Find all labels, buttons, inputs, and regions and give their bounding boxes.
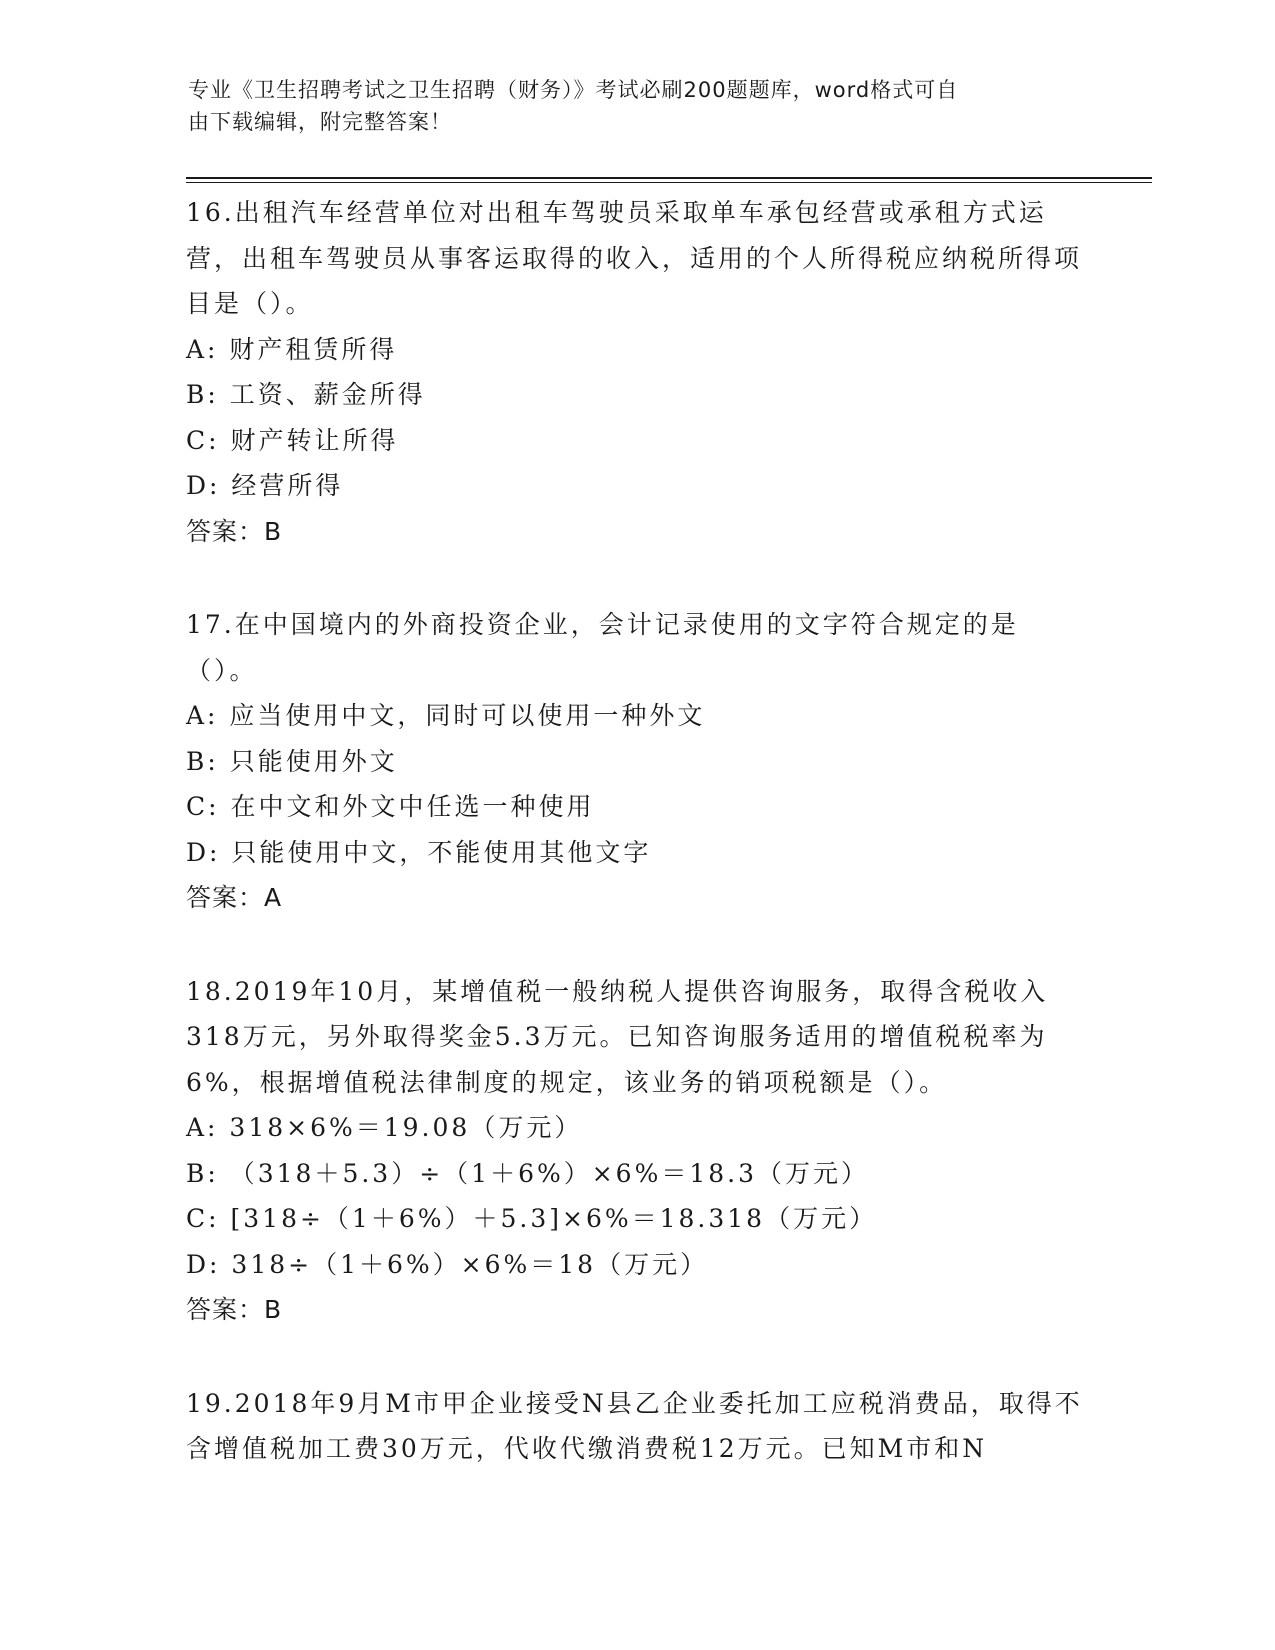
option-d: D: 经营所得 [186,471,344,500]
option-a: A: 应当使用中文，同时可以使用一种外文 [186,701,706,730]
option-c: C: 财产转让所得 [186,425,399,455]
question-stem: 18.2019年10月，某增值税一般纳税人提供咨询服务，取得含税收入318万元，另外取得奖金5.3万元。已知咨询服务适用的增值税税率为6%，根据增值税法律制度的规定，该业务的销项税额是（）。 [186,976,1049,1097]
header-divider-thin [186,182,1152,183]
option-c: C: [318÷（1＋6%）＋5.3]×6%＝18.318（万元） [186,1204,878,1233]
answer-label: 答案：B [186,516,283,546]
page-header [188,74,1068,138]
option-c: C: 在中文和外文中任选一种使用 [186,792,595,821]
question-stem: 16.出租汽车经营单位对出租车驾驶员采取单车承包经营或承租方式运营，出租车驾驶员从事客运取得的收入，适用的个人所得税应纳税所得项目是（）。 [186,198,1083,318]
header-divider-thick [186,177,1152,179]
question-stem: 19.2018年9月M市甲企业接受N县乙企业委托加工应税消费品，取得不含增值税加工费30万元，代收代缴消费税12万元。已知M市和N [186,1388,1083,1463]
option-b: B: 只能使用外文 [186,746,398,776]
option-d: D: 只能使用中文，不能使用其他文字 [186,837,652,867]
option-b: B: （318＋5.3）÷（1＋6%）×6%＝18.3（万元） [186,1158,870,1188]
option-d: D: 318÷（1＋6%）×6%＝18（万元） [186,1249,709,1279]
answer-label: 答案：B [186,1295,283,1324]
header-line-2: 由下载编辑，附完整答案！ [188,110,452,134]
question-19 [186,1381,1086,1472]
option-b: B: 工资、薪金所得 [186,380,426,409]
header-line-1: 专业《卫生招聘考试之卫生招聘（财务）》考试必刷200题题库，word格式可自 [188,78,959,102]
question-16 [186,190,1086,554]
option-a: A: 318×6%＝19.08（万元） [186,1113,583,1142]
answer-label: 答案：A [186,883,283,912]
question-list [186,190,1086,1520]
question-stem: 17.在中国境内的外商投资企业，会计记录使用的文字符合规定的是（）。 [186,610,1019,685]
option-a: A: 财产租赁所得 [186,334,398,364]
question-17 [186,602,1086,921]
question-18 [186,969,1086,1333]
